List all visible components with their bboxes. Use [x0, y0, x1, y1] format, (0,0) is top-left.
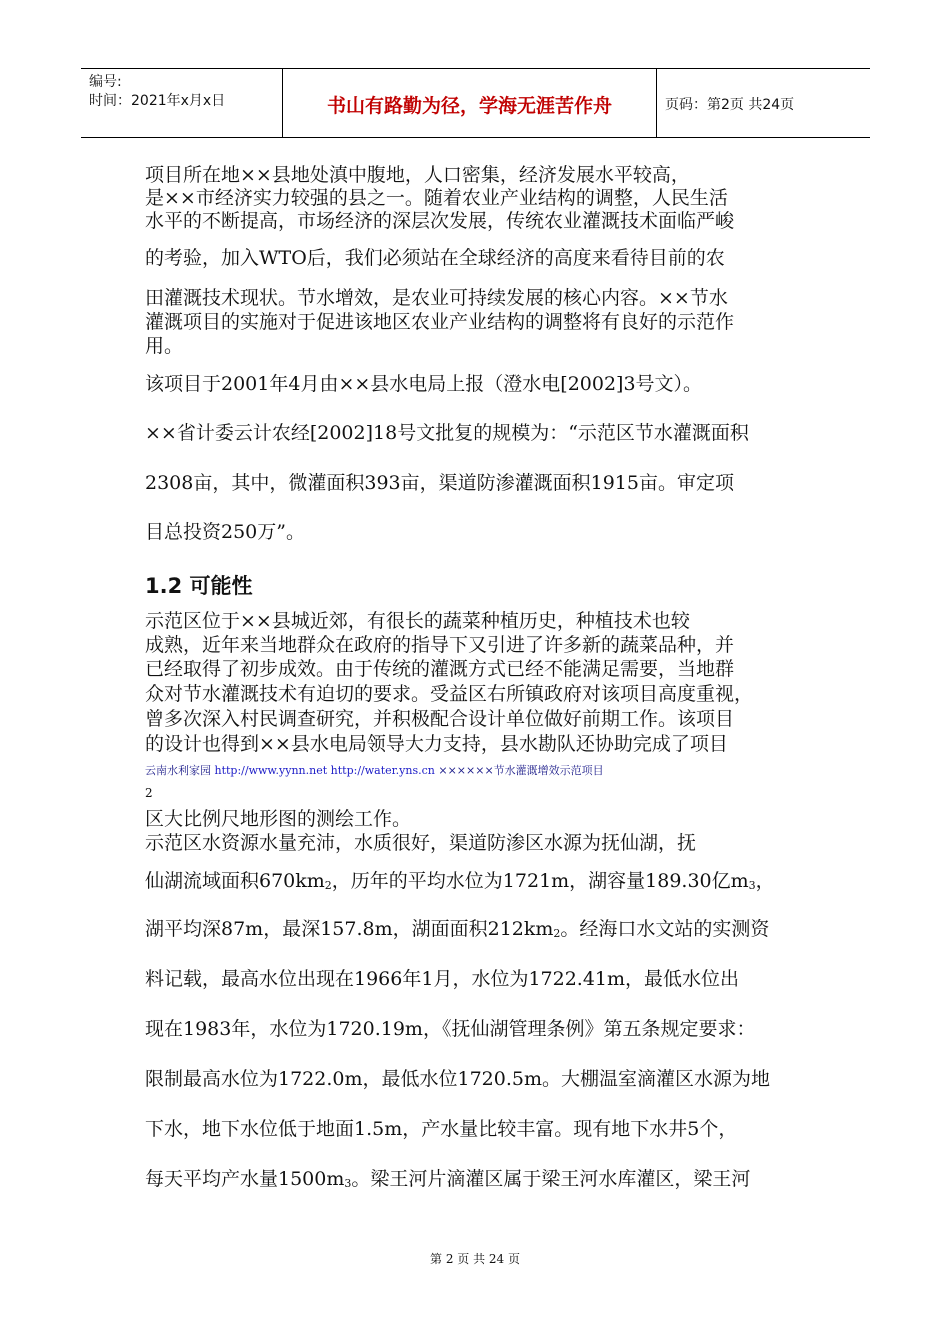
- body-line: 成熟，近年来当地群众在政府的指导下又引进了许多新的蔬菜品种，并: [145, 634, 735, 656]
- body-line: 田灌溉技术现状。节水增效，是农业可持续发展的核心内容。××节水: [145, 287, 728, 309]
- body-line: 现在1983年，水位为1720.19m，《抚仙湖管理条例》第五条规定要求：: [145, 1018, 756, 1040]
- footnote-link[interactable]: http://water.yns.cn: [330, 764, 435, 777]
- body-line: ××省计委云计农经[2002]18号文批复的规模为：“示范区节水灌溉面积: [145, 422, 749, 444]
- header-divider: [656, 69, 657, 137]
- body-line: 示范区水资源水量充沛，水质很好，渠道防渗区水源为抚仙湖，抚: [145, 832, 697, 854]
- body-line: 用。: [145, 335, 184, 357]
- page-header: [81, 68, 870, 138]
- section-heading: 1.2 可能性: [145, 574, 253, 598]
- body-line: 该项目于2001年4月由××县水电局上报（澄水电[2002]3号文）。: [145, 373, 703, 395]
- body-line: 2308亩，其中，微灌面积393亩，渠道防渗灌溉面积1915亩。审定项: [145, 472, 734, 494]
- body-line: 限制最高水位为1722.0m，最低水位1720.5m。大棚温室滴灌区水源为地: [145, 1068, 770, 1090]
- number-label: 编号:: [89, 74, 122, 90]
- body-line: 的设计也得到××县水电局领导大力支持，县水勘队还协助完成了项目: [145, 733, 728, 755]
- header-page-label: 页码：第2页 共24页: [665, 97, 795, 113]
- inline-page-number: 2: [145, 786, 153, 800]
- footnote-link[interactable]: http://www.yynn.net: [214, 764, 328, 777]
- footnote-prefix: 云南水利家园: [145, 764, 215, 777]
- footnote-suffix: ××××××节水灌溉增效示范项目: [434, 764, 604, 777]
- body-line: 曾多次深入村民调查研究，并积极配合设计单位做好前期工作。该项目: [145, 708, 735, 730]
- time-label: 时间：2021年x月x日: [89, 93, 226, 109]
- body-line: 已经取得了初步成效。由于传统的灌溉方式已经不能满足需要，当地群: [145, 658, 735, 680]
- body-line: 料记载，最高水位出现在1966年1月，水位为1722.41m，最低水位出: [145, 968, 740, 990]
- body-line: 湖平均深87m，最深157.8m，湖面面积$212km_2$。经海口水文站的实测资: [145, 918, 770, 940]
- body-line: 的考验，加入WTO后，我们必须站在全球经济的高度来看待目前的农: [145, 247, 725, 269]
- body-line: 灌溉项目的实施对于促进该地区农业产业结构的调整将有良好的示范作: [145, 311, 735, 333]
- body-line: 区大比例尺地形图的测绘工作。: [145, 808, 412, 830]
- page-footer: 第 2 页 共 24 页: [430, 1252, 520, 1266]
- body-line: 仙湖流域面积$670km_2$，历年的平均水位为1721m，湖容量189.30亿$m_3$，: [145, 870, 775, 892]
- body-line: 项目所在地××县地处滇中腹地，人口密集，经济发展水平较高，: [145, 164, 690, 186]
- body-line: 目总投资250万”。: [145, 521, 305, 543]
- header-meta: [89, 73, 281, 111]
- header-motto: 书山有路勤为径，学海无涯苦作舟: [326, 95, 612, 117]
- footnote: [145, 762, 604, 778]
- body-line: 下水，地下水位低于地面1.5m，产水量比较丰富。现有地下水井5个，: [145, 1118, 738, 1140]
- body-line: 水平的不断提高，市场经济的深层次发展，传统农业灌溉技术面临严峻: [145, 210, 735, 232]
- body-line: 是××市经济实力较强的县之一。随着农业产业结构的调整，人民生活: [145, 187, 728, 209]
- body-line: 众对节水灌溉技术有迫切的要求。受益区右所镇政府对该项目高度重视，: [145, 683, 754, 705]
- body-line: 每天平均产水量$1500m_3$。梁王河片滴灌区属于梁王河水库灌区，梁王河: [145, 1168, 751, 1190]
- body-line: 示范区位于××县城近郊，有很长的蔬菜种植历史，种植技术也较: [145, 610, 690, 632]
